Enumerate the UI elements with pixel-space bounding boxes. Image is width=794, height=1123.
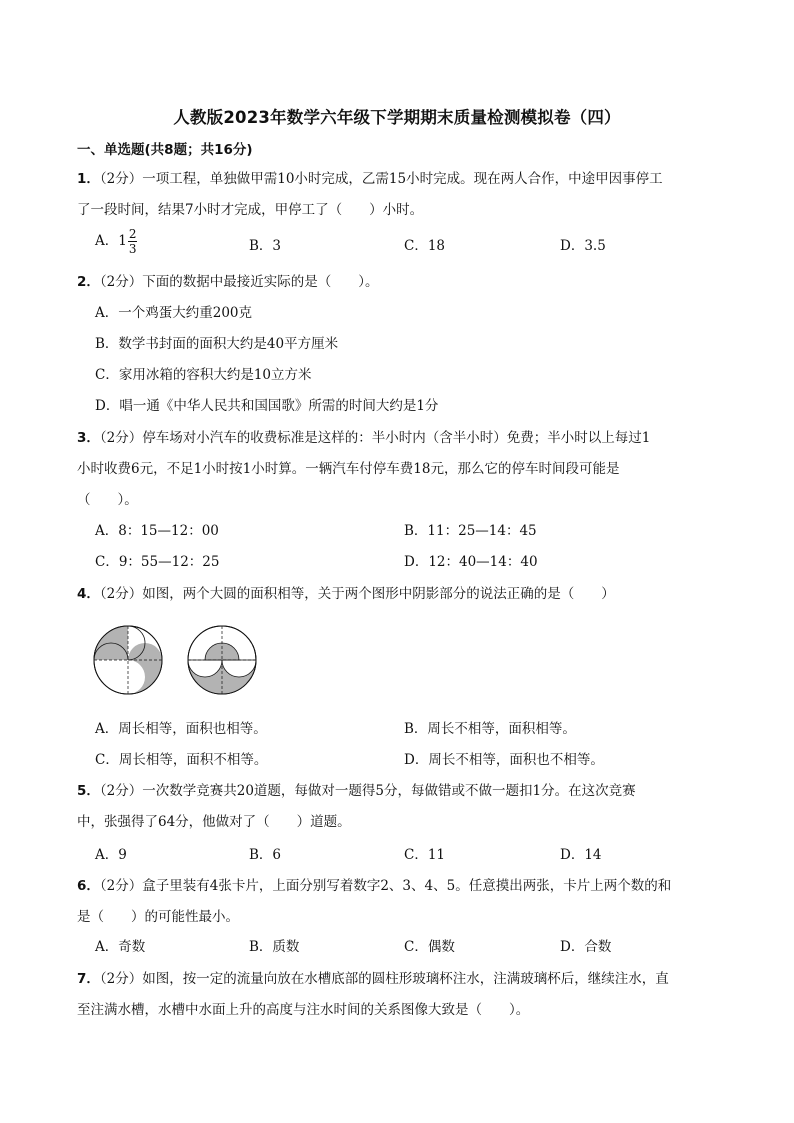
question-score: （2分） (99, 878, 143, 894)
q4-option-d[interactable] (404, 748, 604, 768)
question-score: （2分） (99, 274, 143, 290)
option-label: C． (95, 554, 119, 570)
question-1-line-2: 了一段时间，结果7小时才完成，甲停工了（ ）小时。 (77, 202, 424, 218)
q5-option-b[interactable] (249, 843, 281, 863)
option-label: C． (95, 367, 119, 383)
option-text: 11：25—14：45 (427, 523, 537, 539)
semicircle-circle-figure (186, 624, 258, 696)
q2-option-d[interactable] (95, 394, 438, 414)
question-text: 停车场对小汽车的收费标准是这样的：半小时内（含半小时）免费；半小时以上每过1 (142, 430, 651, 446)
option-text: 周长相等，面积不相等。 (118, 752, 268, 768)
q3-option-d[interactable] (404, 550, 538, 570)
option-label: C． (95, 752, 119, 768)
question-text: 一次数学竞赛共20道题，每做对一题得5分，每做错或不做一题扣1分。在这次竞赛 (142, 783, 636, 799)
question-text: 一项工程，单独做甲需10小时完成，乙需15小时完成。现在两人合作，中途甲因事停工 (142, 171, 663, 187)
question-7-line-1 (77, 967, 669, 987)
question-number: 1． (77, 171, 100, 187)
option-text: 11 (427, 847, 446, 863)
q1-option-c[interactable] (404, 234, 445, 254)
option-label: D． (560, 238, 585, 254)
question-2-line-1 (77, 270, 379, 290)
q5-option-d[interactable] (560, 843, 602, 863)
question-4-line-1 (77, 582, 615, 602)
option-label: A． (95, 939, 119, 955)
question-7-line-2: 至注满水槽，水槽中水面上升的高度与注水时间的关系图像大致是（ ）。 (77, 1002, 530, 1018)
option-label: A． (95, 847, 119, 863)
question-score: （2分） (99, 971, 143, 987)
option-text: 家用冰箱的容积大约是10立方米 (118, 367, 312, 383)
option-text: 6 (272, 847, 282, 863)
question-number: 2． (77, 274, 100, 290)
option-text: 周长不相等，面积相等。 (427, 721, 576, 737)
option-text: 9 (118, 847, 127, 863)
option-label: A． (95, 305, 119, 321)
q6-option-b[interactable] (249, 935, 299, 955)
question-5-line-2: 中，张强得了64分，他做对了（ ）道题。 (77, 814, 351, 830)
question-3-line-2: 小时收费6元，不足1小时按1小时算。一辆汽车付停车费18元，那么它的停车时间段可能是 (77, 461, 620, 477)
option-label: A． (95, 721, 119, 737)
question-score: （2分） (99, 171, 143, 187)
option-text: 合数 (584, 939, 612, 955)
q1-option-d[interactable] (560, 234, 606, 254)
option-label: B． (249, 939, 273, 955)
q3-option-b[interactable] (404, 519, 537, 539)
option-label: D． (560, 847, 585, 863)
q6-option-d[interactable] (560, 935, 611, 955)
q4-option-b[interactable] (404, 717, 576, 737)
q4-option-c[interactable] (95, 748, 267, 768)
fraction-denominator: 3 (128, 242, 137, 256)
question-text: 如图，按一定的流量向放在水槽底部的圆柱形玻璃杯注水，注满玻璃杯后，继续注水，直 (142, 971, 669, 987)
mixed-number-whole: 1 (118, 233, 127, 249)
question-number: 7． (77, 971, 100, 987)
question-number: 4． (77, 586, 100, 602)
option-text: 3.5 (584, 238, 606, 254)
option-label: C． (404, 847, 428, 863)
q4-option-a[interactable] (95, 717, 267, 737)
option-text: 一个鸡蛋大约重200克 (118, 305, 253, 321)
question-3-line-3: （ ）。 (77, 492, 138, 508)
q1-option-b[interactable] (249, 234, 281, 254)
question-3-line-1 (77, 426, 650, 446)
q2-option-b[interactable] (95, 332, 338, 352)
option-text: 周长相等，面积也相等。 (118, 721, 267, 737)
question-score: （2分） (99, 783, 143, 799)
q3-option-c[interactable] (95, 550, 219, 570)
option-label: B． (249, 238, 273, 254)
option-label: C． (404, 238, 428, 254)
option-text: 12：40—14：40 (428, 554, 538, 570)
option-label: D． (560, 939, 585, 955)
option-text: 周长不相等，面积也不相等。 (428, 752, 604, 768)
pinwheel-circle-figure (92, 624, 164, 696)
option-text: 8：15—12：00 (118, 523, 219, 539)
section-heading: 一、单选题(共8题；共16分) (77, 142, 253, 158)
question-number: 5． (77, 783, 100, 799)
q6-option-c[interactable] (404, 935, 455, 955)
option-text: 奇数 (118, 939, 146, 955)
page-title: 人教版2023年数学六年级下学期期末质量检测模拟卷（四） (173, 108, 621, 127)
option-text: 3 (272, 238, 282, 254)
option-text: 18 (427, 238, 446, 254)
option-text: 偶数 (427, 939, 455, 955)
option-label: A． (95, 523, 119, 539)
option-text: 质数 (272, 939, 300, 955)
question-text: 如图，两个大圆的面积相等，关于两个图形中阴影部分的说法正确的是（ ） (142, 586, 615, 602)
option-label: D． (95, 398, 120, 414)
option-text: 唱一通《中华人民共和国国歌》所需的时间大约是1分 (119, 398, 439, 414)
question-5-line-1 (77, 779, 636, 799)
question-1-line-1 (77, 167, 663, 187)
option-label: B． (404, 523, 428, 539)
option-label: B． (249, 847, 273, 863)
q5-option-a[interactable] (95, 843, 127, 863)
question-score: （2分） (99, 586, 143, 602)
q2-option-a[interactable] (95, 301, 252, 321)
option-label: C． (404, 939, 428, 955)
option-text: 数学书封面的面积大约是40平方厘米 (118, 336, 339, 352)
question-text: 下面的数据中最接近实际的是（ ）。 (142, 274, 379, 290)
q3-option-a[interactable] (95, 519, 219, 539)
q1-option-a[interactable] (95, 228, 137, 255)
q5-option-c[interactable] (404, 843, 445, 863)
q6-option-a[interactable] (95, 935, 145, 955)
question-6-line-1 (77, 874, 671, 894)
option-label: D． (404, 554, 429, 570)
question-score: （2分） (99, 430, 143, 446)
fraction (128, 228, 138, 255)
option-label: A． (95, 233, 119, 249)
option-label: D． (404, 752, 429, 768)
q2-option-c[interactable] (95, 363, 312, 383)
question-6-line-2: 是（ ）的可能性最小。 (77, 909, 239, 925)
question-text: 盒子里装有4张卡片，上面分别写着数字2、3、4、5。任意摸出两张，卡片上两个数的和 (142, 878, 672, 894)
option-text: 14 (584, 847, 602, 863)
fraction-numerator: 2 (128, 227, 137, 241)
option-label: B． (404, 721, 428, 737)
question-number: 3． (77, 430, 100, 446)
option-text: 9：55—12：25 (118, 554, 220, 570)
question-number: 6． (77, 878, 100, 894)
option-label: B． (95, 336, 119, 352)
